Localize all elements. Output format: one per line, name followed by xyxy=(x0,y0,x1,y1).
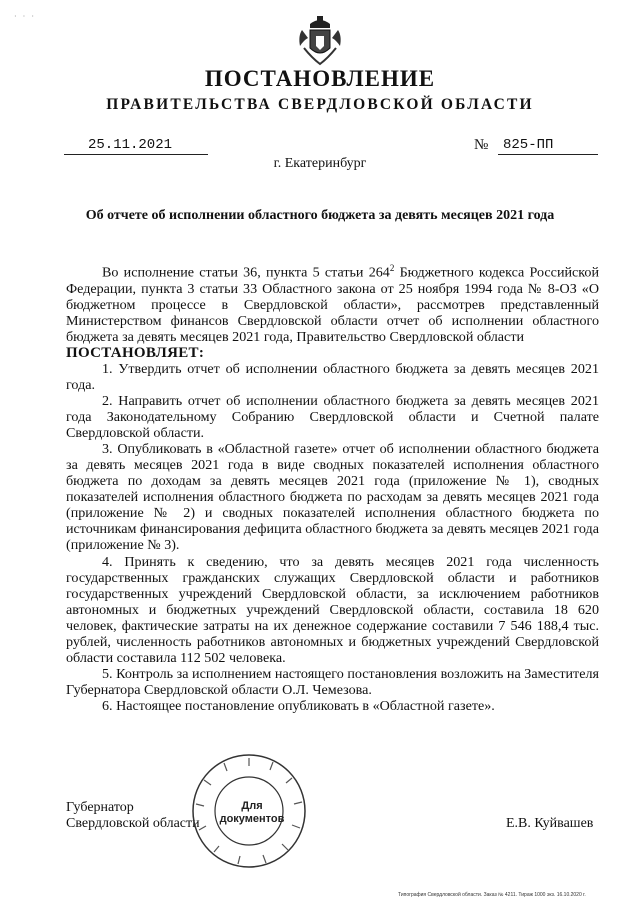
signatory-title-line1: Губернатор xyxy=(66,800,134,815)
document-body xyxy=(66,260,599,714)
signatory-title-line2: Свердловской области xyxy=(66,816,200,831)
stamp-label-line2: документов xyxy=(219,813,285,825)
print-footer: Типография Свердловской области. Заказ № 4211. Тираж 1000 экз. 16.10.2020 г. xyxy=(398,892,586,898)
item-4: 4. Принять к сведению, что за девять месяцев 2021 года численность государственных гражданских служащих Свердловской области и работников государственных учреждений Свердловской области, за исключением работников автономных и бюджетных учреждений Свердловской области, составила 18 620 человек, фактические затраты на их денежное содержание составили 7 546 188,4 тыс. рублей, численность работников автономных и бюджетных учреждений Свердловской области составила 112 502 человека. xyxy=(66,553,599,666)
intro-paragraph xyxy=(66,260,599,345)
document-date: 25.11.2021 xyxy=(88,137,173,153)
scan-speck: · · · xyxy=(14,12,36,21)
document-title: ПОСТАНОВЛЕНИЕ xyxy=(204,66,436,91)
document-subtitle: ПРАВИТЕЛЬСТВА СВЕРДЛОВСКОЙ ОБЛАСТИ xyxy=(106,96,534,113)
number-sign: № xyxy=(474,137,489,153)
number-underline xyxy=(498,154,598,155)
item-6: 6. Настоящее постановление опубликовать в «Областной газете». xyxy=(102,697,495,714)
item-5: 5. Контроль за исполнением настоящего постановления возложить на Заместителя Губернатора Свердловской области О.Л. Чемезова. xyxy=(66,665,599,698)
resolves-label: ПОСТАНОВЛЯЕТ: xyxy=(66,344,205,361)
intro-superscript: 2 xyxy=(389,263,395,273)
intro-text-start: Во исполнение статьи 36, пункта 5 статьи 264 xyxy=(102,264,390,281)
document-number: 825-ПП xyxy=(503,137,554,153)
signatory-title xyxy=(66,800,200,832)
stamp-label xyxy=(212,800,292,826)
date-underline xyxy=(64,154,208,155)
item-1: 1. Утвердить отчет об исполнении областного бюджета за девять месяцев 2021 года. xyxy=(66,360,599,394)
document-city: г. Екатеринбург xyxy=(273,156,367,171)
intro-text-end: Бюджетного кодекса Российской Федерации, пункта 3 статьи 33 Областного закона от 25 ноября 1994 года № 8-ОЗ «О бюджетном процессе в Свердловской области», рассмотрев представленный Министерством финансов Свердловской области отчет об исполнении областного бюджета за девять месяцев 2021 года, Правительство Свердловской области xyxy=(66,264,600,345)
coat-of-arms-icon xyxy=(296,14,344,68)
document-heading: Об отчете об исполнении областного бюджета за девять месяцев 2021 года xyxy=(85,208,555,223)
signatory-name: Е.В. Куйвашев xyxy=(506,816,594,831)
item-2: 2. Направить отчет об исполнении областного бюджета за девять месяцев 2021 года Законодательному Собранию Свердловской области и Счетной палате Свердловской области. xyxy=(66,393,599,442)
item-3: 3. Опубликовать в «Областной газете» отчет об исполнении областного бюджета за девять месяцев 2021 года в виде сводных показателей исполнения областного бюджета по доходам за девять месяцев 2021 года (приложение № 1), сводных показателей исполнения областного бюджета по расходам за девять месяцев 2021 года (приложение № 2) и сводных показателей исполнения областного бюджета по источникам финансирования дефицита областного бюджета за девять месяцев 2021 года (приложение № 3). xyxy=(66,441,599,554)
stamp-label-line1: Для xyxy=(241,800,263,812)
